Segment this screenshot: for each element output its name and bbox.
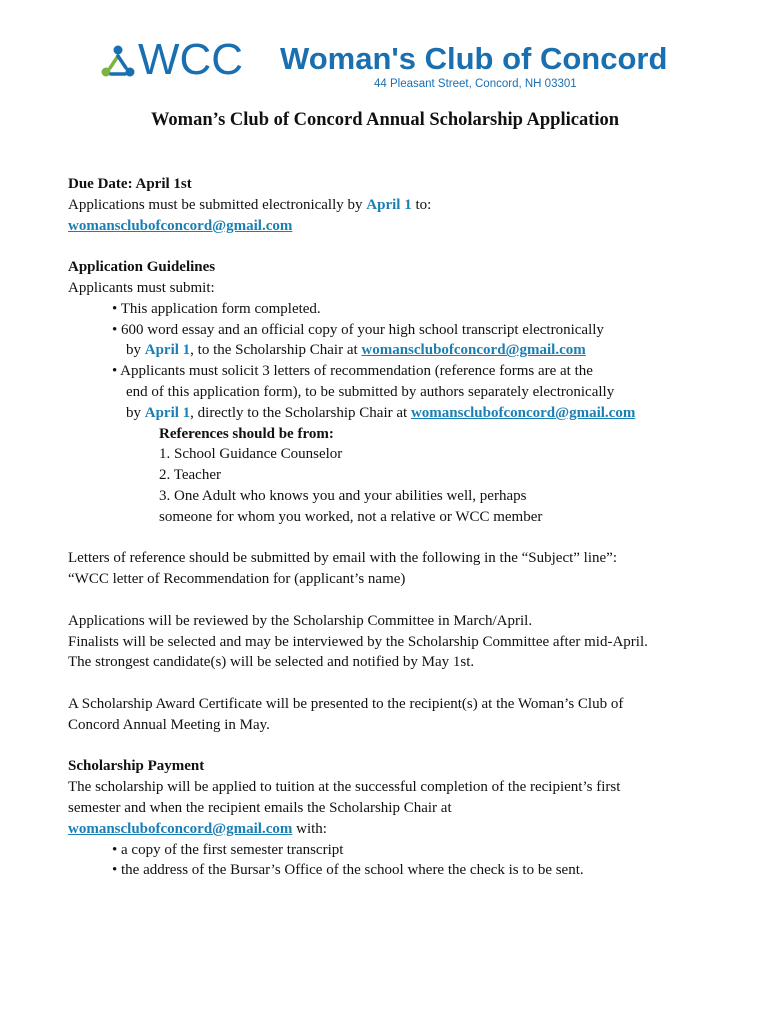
letters-instructions: Letters of reference should be submitted by email with the following in the “Subject” line”: — [68, 550, 618, 567]
references-heading: References should be from: — [159, 425, 334, 442]
reference-item-continued: someone for whom you worked, not a relative or WCC member — [159, 508, 543, 525]
list-item-continued: by April 1, directly to the Scholarship Chair at womansclubofconcord@gmail.com — [126, 404, 636, 421]
guidelines-intro: Applicants must submit: — [68, 279, 215, 296]
payment-paragraph: womansclubofconcord@gmail.com with: — [68, 820, 327, 837]
review-paragraph: The strongest candidate(s) will be selected and notified by May 1st. — [68, 654, 475, 671]
due-date-line: Applications must be submitted electronically by April 1 to: — [68, 196, 432, 213]
email-link[interactable]: womansclubofconcord@gmail.com — [68, 217, 293, 234]
review-paragraph: Applications will be reviewed by the Scholarship Committee in March/April. — [68, 612, 533, 629]
payment-paragraph: The scholarship will be applied to tuition at the successful completion of the recipient’s first — [68, 779, 621, 796]
due-date-heading: Due Date: April 1st — [68, 176, 192, 192]
list-item: • This application form completed. — [112, 300, 321, 317]
reference-item: 3. One Adult who knows you and your abilities well, perhaps — [159, 487, 527, 504]
list-item: • the address of the Bursar’s Office of the school where the check is to be sent. — [112, 862, 584, 879]
wcc-people-logo-icon — [98, 42, 138, 82]
email-link[interactable]: womansclubofconcord@gmail.com — [68, 820, 293, 837]
letters-subject-line: “WCC letter of Recommendation for (applicant’s name) — [68, 571, 406, 588]
organization-name: Woman's Club of Concord — [280, 41, 668, 76]
organization-address: 44 Pleasant Street, Concord, NH 03301 — [374, 78, 577, 90]
list-item: • a copy of the first semester transcript — [112, 841, 344, 858]
reference-item: 1. School Guidance Counselor — [159, 446, 343, 463]
letterhead — [98, 35, 678, 98]
list-item: • 600 word essay and an official copy of your high school transcript electronically — [112, 321, 604, 338]
payment-paragraph: semester and when the recipient emails the Scholarship Chair at — [68, 799, 452, 816]
list-item-continued: end of this application form), to be submitted by authors separately electronically — [126, 383, 615, 400]
guidelines-heading: Application Guidelines — [68, 259, 216, 276]
award-paragraph: A Scholarship Award Certificate will be presented to the recipient(s) at the Woman’s Club of — [68, 695, 624, 712]
logo-wordmark: WCC — [138, 35, 244, 84]
reference-item: 2. Teacher — [159, 467, 221, 484]
email-link[interactable]: womansclubofconcord@gmail.com — [410, 404, 636, 421]
review-paragraph: Finalists will be selected and may be interviewed by the Scholarship Committee after mid-April. — [68, 633, 648, 650]
list-item-continued: by April 1, to the Scholarship Chair at womansclubofconcord@gmail.com — [126, 342, 586, 359]
document-body — [68, 174, 748, 881]
page-title: Woman’s Club of Concord Annual Scholarship Application — [150, 110, 620, 130]
due-date-highlight: April 1 — [366, 196, 412, 213]
award-paragraph: Concord Annual Meeting in May. — [68, 716, 270, 733]
list-item: • Applicants must solicit 3 letters of recommendation (reference forms are at the — [112, 363, 593, 380]
email-link[interactable]: womansclubofconcord@gmail.com — [361, 342, 586, 359]
payment-heading: Scholarship Payment — [68, 758, 205, 775]
